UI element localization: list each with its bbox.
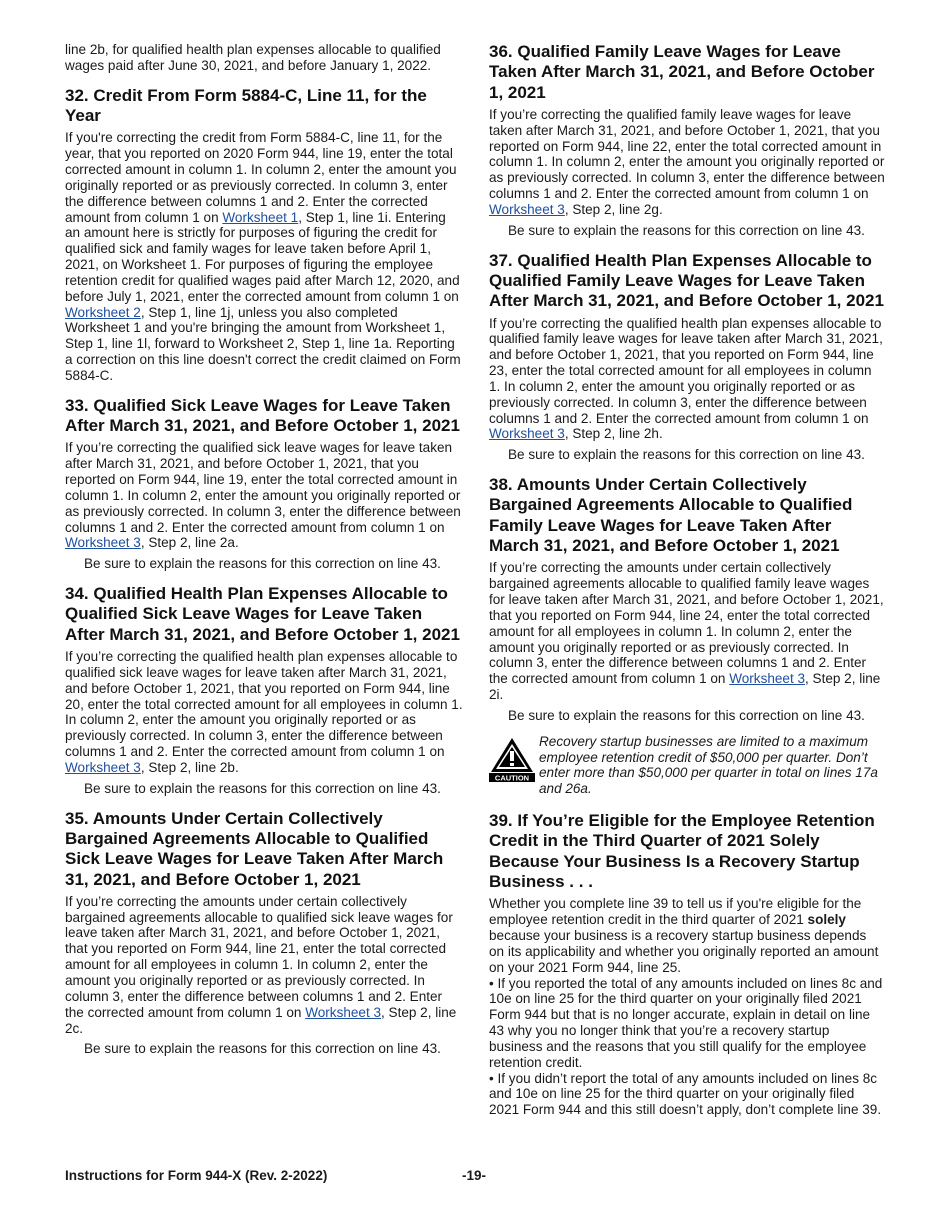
caution-icon (489, 736, 535, 782)
worksheet-3-link[interactable]: Worksheet 3 (65, 535, 141, 551)
section-36-heading: 36. Qualified Family Leave Wages for Leave Taken After March 31, 2021, and Before October 1, 2021 (489, 42, 875, 102)
section-39-body: Whether you complete line 39 to tell us if you're eligible for the employee retention credit in the third quarter of 2021 solely because your business is a recovery startup business depends on its applicability and whether you originally reported an amount on your 2021 Form 944, line 25. (489, 896, 879, 975)
section-34-note: Be sure to explain the reasons for this correction on line 43. (84, 780, 441, 796)
section-39-bullet-1: • If you reported the total of any amounts included on lines 8c and 10e on line 25 for the third quarter on your originally filed 2021 Form 944 but that is no longer accurate, explain in detail on line 43 why you no longer think that you’re a recovery startup business and the reasons that you still qualify for the employee retention credit. (489, 976, 885, 1071)
worksheet-3-link[interactable]: Worksheet 3 (729, 671, 806, 687)
section-32-heading: 32. Credit From Form 5884-C, Line 11, for the Year (65, 85, 427, 125)
section-33-note: Be sure to explain the reasons for this correction on line 43. (84, 556, 441, 572)
caution-label: CAUTION (494, 773, 530, 782)
section-35-note: Be sure to explain the reasons for this correction on line 43. (84, 1041, 441, 1057)
footer-form-title: Instructions for Form 944-X (Rev. 2-2022) (65, 1168, 328, 1183)
section-38-note: Be sure to explain the reasons for this correction on line 43. (508, 707, 865, 723)
right-column (489, 42, 885, 1118)
worksheet-1-link[interactable]: Worksheet 1 (222, 209, 299, 225)
left-column (65, 42, 463, 1057)
caution-text: Recovery startup businesses are limited to a maximum employee retention credit of $50,000 per quarter. Don’t enter more than $50,000 per quarter in total on lines 17a and 26a. (539, 733, 878, 797)
section-37-note: Be sure to explain the reasons for this correction on line 43. (508, 447, 865, 463)
footer-page-number: -19- (462, 1168, 487, 1183)
intro-paragraph: line 2b, for qualified health plan expenses allocable to qualified wages paid after June 30, 2021, and before January 1, 2022. (65, 42, 441, 73)
worksheet-3-link[interactable]: Worksheet 3 (489, 201, 565, 217)
section-38-body: If you’re correcting the amounts under certain collectively bargained agreements allocable to qualified family leave wages for leave taken after March 31, 2021, and before October 1, 2021, that you reported on Form 944, line 24, enter the total corrected amount for all employees in column 1. In column 2, enter the amount you originally reported or as previously corrected. In column 3, enter the difference between columns 1 and 2. Enter the corrected amount from column 1 on Worksheet 3, Step 2, line 2i. (489, 560, 884, 703)
section-39-bullet-2: • If you didn’t report the total of any amounts included on lines 8c and 10e on line 25 for the third quarter on your originally filed 2021 Form 944 and this still doesn’t apply, don’t complete line 39. (489, 1071, 885, 1119)
section-35-body: If you’re correcting the amounts under certain collectively bargained agreements allocable to qualified sick leave wages for leave taken after March 31, 2021, and before October 1, 2021, that you reported on Form 944, line 21, enter the total corrected amount for all employees in column 1. In column 2, enter the amount you originally reported or as previously corrected. In column 3, enter the difference between columns 1 and 2. Enter the corrected amount from column 1 on Worksheet 3, Step 2, line 2c. (65, 893, 457, 1036)
section-36-note: Be sure to explain the reasons for this correction on line 43. (508, 222, 865, 238)
worksheet-3-link[interactable]: Worksheet 3 (489, 426, 565, 442)
section-37-body: If you’re correcting the qualified health plan expenses allocable to qualified family leave wages for leave taken after March 31, 2021, and before October 1, 2021, that you reported on Form 944, line 23, enter the total corrected amount for all employees in column 1. In column 2, enter the amount you originally reported or as previously corrected. In column 3, enter the difference between columns 1 and 2. Enter the corrected amount from column 1 on Worksheet 3, Step 2, line 2h. (489, 315, 883, 442)
section-33-heading: 33. Qualified Sick Leave Wages for Leave Taken After March 31, 2021, and Before October 1, 2021 (65, 395, 460, 436)
section-36-body: If you’re correcting the qualified family leave wages for leave taken after March 31, 2021, and before October 1, 2021, that you reported on Form 944, line 22, enter the total corrected amount in column 1. In column 2, enter the amount you originally reported or as previously corrected. In column 3, enter the difference between columns 1 and 2. Enter the corrected amount from column 1 on Worksheet 3, Step 2, line 2g. (489, 106, 885, 217)
section-32-body: If you're correcting the credit from Form 5884-C, line 11, for the year, that you reported on 2020 Form 944, line 19, enter the total corrected amount in column 1. In column 2, enter the amount you originally reported or as previously corrected. In column 3, enter the difference between columns 1 and 2. Enter the corrected amount from column 1 on Worksheet 1, Step 1, line 1i. Entering an amount here is strictly for purposes of figuring the credit for qualified sick and family wages for leave taken before April 1, 2021, on Worksheet 1. For purposes of figuring the employee retention credit for qualified wages paid after March 12, 2020, and before July 1, 2021, enter the corrected amount from column 1 on Worksheet 2, Step 1, line 1j, unless you also completed Worksheet 1 and you're bringing the amount from Worksheet 1, Step 1, line 1l, forward to Worksheet 2, Step 1, line 1a. Reporting a correction on this line doesn't correct the credit claimed on Form 5884-C. (65, 130, 461, 383)
section-34-heading: 34. Qualified Health Plan Expenses Allocable to Qualified Sick Leave Wages for Leave Taken After March 31, 2021, and Before October 1, 2021 (65, 584, 460, 644)
section-38-heading: 38. Amounts Under Certain Collectively Bargained Agreements Allocable to Qualified Family Leave Wages for Leave Taken After March 31, 2021, and Before October 1, 2021 (489, 475, 853, 556)
section-34-body: If you’re correcting the qualified health plan expenses allocable to qualified sick leave wages for leave taken after March 31, 2021, and before October 1, 2021, that you reported on Form 944, line 20, enter the total corrected amount for all employees in column 1. In column 2, enter the amount you originally reported or as previously corrected. In column 3, enter the difference between columns 1 and 2. Enter the corrected amount from column 1 on Worksheet 3, Step 2, line 2b. (65, 649, 463, 775)
worksheet-2-link[interactable]: Worksheet 2 (65, 304, 141, 320)
section-33-body: If you’re correcting the qualified sick leave wages for leave taken after March 31, 2021, and before October 1, 2021, that you reported on Form 944, line 19, enter the total corrected amount in column 1. In column 2, enter the amount you originally reported or as previously corrected. In column 3, enter the difference between columns 1 and 2. Enter the corrected amount from column 1 on Worksheet 3, Step 2, line 2a. (65, 440, 461, 551)
section-35-heading: 35. Amounts Under Certain Collectively Bargained Agreements Allocable to Qualified Sick Leave Wages for Leave Taken After March 31, 2021, and Before October 1, 2021 (65, 808, 444, 889)
worksheet-3-link[interactable]: Worksheet 3 (65, 759, 141, 775)
section-39-heading: 39. If You’re Eligible for the Employee Retention Credit in the Third Quarter of 2021 Solely Because Your Business Is a Recovery Startup Business . . . (489, 811, 875, 892)
caution-box (489, 734, 885, 797)
worksheet-3-link[interactable]: Worksheet 3 (305, 1004, 382, 1020)
section-37-heading: 37. Qualified Health Plan Expenses Allocable to Qualified Family Leave Wages for Leave Taken After March 31, 2021, and Before October 1, 2021 (489, 250, 884, 311)
